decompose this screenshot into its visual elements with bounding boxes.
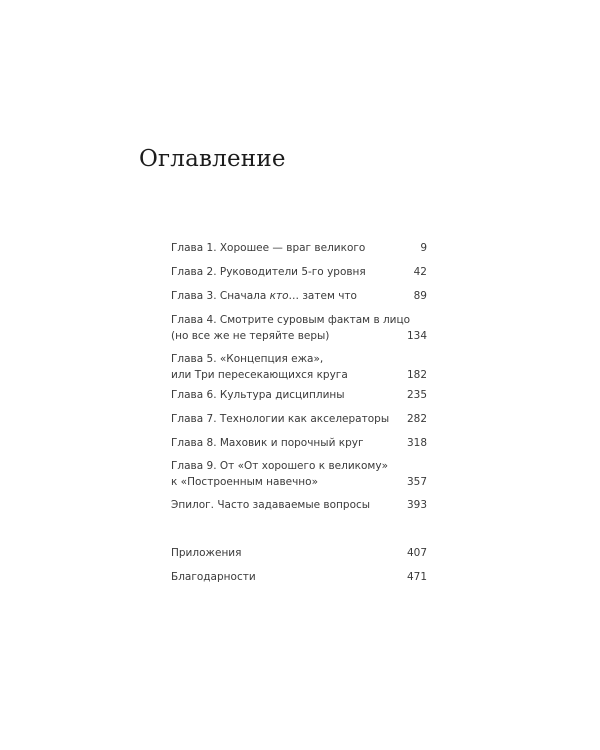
toc-entry-title: Глава 2. Руководители 5-го уровня (171, 266, 366, 278)
toc-entry-subtitle: или Три пересекающихся круга (171, 369, 348, 381)
toc-entry-chapter-2[interactable] (171, 264, 427, 280)
toc-page-number: 393 (406, 499, 427, 511)
toc-entry-chapter-1[interactable] (171, 240, 427, 256)
toc-page-number: 282 (406, 413, 427, 425)
toc-page-number: 318 (406, 437, 427, 449)
toc-entry-title: Глава 7. Технологии как акселераторы (171, 413, 390, 425)
toc-entry-acknowledgements[interactable] (171, 569, 427, 585)
toc-entry-title-part: … затем что (288, 290, 357, 302)
toc-entry-title: Эпилог. Часто задаваемые вопросы (171, 499, 371, 511)
toc-entry-title-emphasis: кто (269, 290, 289, 302)
toc-entry-chapter-3[interactable] (171, 288, 427, 304)
toc-entry-title: Глава 8. Маховик и порочный круг (171, 437, 364, 449)
toc-page-number: 357 (406, 476, 427, 488)
toc-entry-title: Глава 4. Смотрите суровым фактам в лицо (171, 314, 411, 326)
toc-entry-chapter-9[interactable] (171, 458, 427, 490)
toc-entry-title: Глава 9. От «От хорошего к великому» (171, 460, 388, 472)
toc-entry-subtitle: (но все же не теряйте веры) (171, 330, 330, 342)
toc-entry-appendices[interactable] (171, 545, 427, 561)
toc-entry-title: Глава 1. Хорошее — враг великого (171, 242, 366, 254)
toc-page-number: 9 (420, 242, 427, 254)
toc-entry-title (171, 288, 386, 304)
toc-entry-chapter-6[interactable] (171, 387, 427, 403)
toc-entry-subtitle: к «Построенным навечно» (171, 476, 319, 488)
toc-page-number: 182 (406, 369, 427, 381)
toc-entry-title-part: Глава 3. Сначала (171, 290, 270, 302)
toc-entry-chapter-8[interactable] (171, 435, 427, 451)
toc-entry-epilogue[interactable] (171, 497, 427, 513)
toc-page-number: 471 (406, 571, 427, 583)
toc-entry-title: Благодарности (171, 571, 256, 583)
toc-entry-title: Глава 6. Культура дисциплины (171, 389, 345, 401)
toc-entry-title: Глава 5. «Концепция ежа», (171, 353, 324, 365)
toc-page-number: 89 (413, 290, 427, 302)
toc-entry-chapter-5[interactable] (171, 351, 427, 383)
toc-entry-chapter-4[interactable] (171, 312, 427, 344)
page-title: Оглавление (139, 146, 286, 172)
toc-page-number: 42 (413, 266, 427, 278)
toc-page-number: 235 (406, 389, 427, 401)
toc-page-number: 134 (406, 330, 427, 342)
toc-entry-chapter-7[interactable] (171, 411, 427, 427)
toc-entry-title: Приложения (171, 547, 242, 559)
toc-page-number: 407 (406, 547, 427, 559)
